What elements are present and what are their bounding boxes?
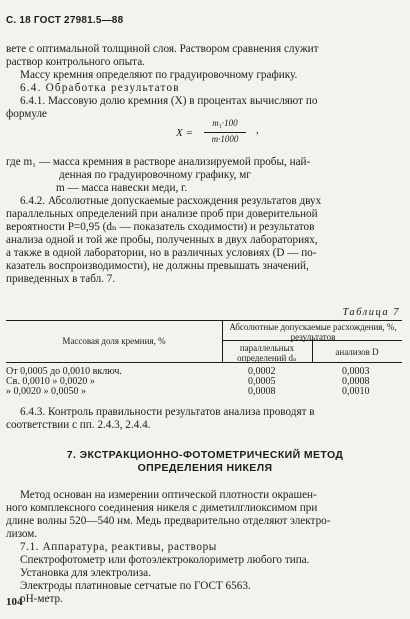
col-header-mass-fraction: Массовая доля кремния, % [62, 336, 166, 346]
formula [176, 118, 296, 150]
text-line: длине волны 520—540 нм. Медь предварительно отделяют электро- [6, 515, 331, 527]
formula-denominator: m·1000 [211, 134, 239, 144]
text-line: вете с оптимальной толщиной слоя. Раствором сравнения служит [6, 43, 319, 55]
text-line: m — масса навески меди, г. [56, 182, 188, 194]
text-line: казатель воспроизводимости), не должны превышать значений, [6, 260, 309, 272]
table-caption: Таблица 7 [342, 307, 400, 318]
text-line: соответствии с пп. 2.4.3, 2.4.4. [6, 419, 151, 431]
text-line: рН-метр. [20, 593, 63, 605]
text-line: ного комплексного соединения никеля с диметилглиоксимом при [6, 502, 318, 514]
table-cell-range: Св. 0,0010 » 0,0020 » [6, 376, 95, 387]
col-header-dn: параллельных определений dₙ [237, 343, 297, 363]
text-line: вероятности P=0,95 (dₙ — показатель сходимости) и результатов [6, 221, 315, 233]
text-line: раствор контрольного опыта. [6, 56, 145, 68]
text-line: Метод основан на измерении оптической плотности окрашен- [20, 489, 317, 501]
table-cell-D: 0,0008 [342, 376, 370, 387]
text-line: Установка для электролиза. [20, 567, 151, 579]
text-line: 6.4.3. Контроль правильности результатов анализа проводят в [20, 406, 315, 418]
table-cell-dn: 0,0005 [248, 376, 276, 387]
text-line: приведенных в табл. 7. [6, 273, 116, 285]
table-cell-D: 0,0010 [342, 386, 370, 397]
text-line: Спектрофотометр или фотоэлектроколориметр любого типа. [20, 554, 310, 566]
formula-lhs: X = [176, 127, 193, 139]
table-rule [222, 320, 223, 362]
text-line: лизом. [6, 528, 38, 540]
table-cell-dn: 0,0002 [248, 366, 276, 377]
subsection-heading: 6.4. Обработка результатов [20, 82, 180, 94]
text-line: параллельных определений при анализе проб при доверительной [6, 208, 318, 220]
table-rule [6, 362, 402, 363]
text-line: 6.4.1. Массовую долю кремния (X) в процентах вычисляют по [20, 95, 318, 107]
formula-numerator: m₁·100 [212, 118, 238, 128]
section-title: 7. ЭКСТРАКЦИОННО-ФОТОМЕТРИЧЕСКИЙ МЕТОД [66, 449, 344, 461]
group-header: Абсолютные допускаемые расхождения, %, результатов [229, 322, 397, 342]
text-line: где m₁ — масса кремния в растворе анализируемой пробы, най- [6, 156, 311, 168]
table-cell-D: 0,0003 [342, 366, 370, 377]
data-table [6, 320, 402, 396]
page-number: 104 [6, 596, 23, 608]
table-rule [6, 320, 402, 321]
text-line: денная по градуировочному графику, мг [59, 169, 251, 181]
formula-trail: , [256, 124, 259, 136]
section-title: ОПРЕДЕЛЕНИЯ НИКЕЛЯ [137, 462, 273, 474]
subsection-heading: 7.1. Аппаратура, реактивы, растворы [20, 541, 217, 553]
text-line: а также в одной лаборатории, но в различных условиях (D — по- [6, 247, 317, 259]
text-line: 6.4.2. Абсолютные допускаемые расхождения результатов двух [20, 195, 322, 207]
table-cell-range: » 0,0020 » 0,0050 » [6, 386, 86, 397]
text-line: анализа одной и той же пробы, полученных в двух лабораториях, [6, 234, 318, 246]
page-header: С. 18 ГОСТ 27981.5—88 [6, 15, 124, 26]
table-cell-range: От 0,0005 до 0,0010 включ. [6, 366, 122, 377]
text-line: Массу кремния определяют по градуировочному графику. [20, 69, 298, 81]
text-line: формуле [6, 108, 47, 120]
fraction-bar [204, 132, 246, 133]
col-header-D: анализов D [335, 347, 379, 357]
text-line: Электроды платиновые сетчатые по ГОСТ 6563. [20, 580, 251, 592]
table-cell-dn: 0,0008 [248, 386, 276, 397]
